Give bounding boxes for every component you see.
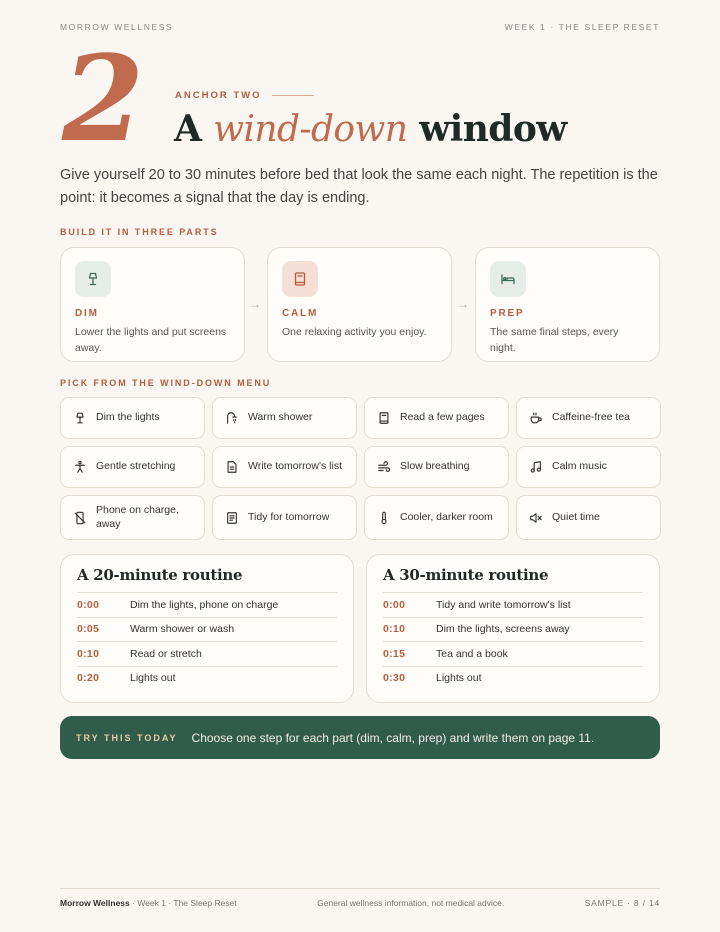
routine-row — [77, 641, 337, 666]
book-icon — [377, 411, 391, 425]
title-end: window — [407, 108, 567, 150]
routine-step: Read or stretch — [130, 647, 202, 660]
shower-icon — [225, 411, 239, 425]
part-card-dim — [60, 247, 245, 362]
menu-chip — [516, 397, 661, 439]
title-start: A — [174, 108, 214, 150]
routine-row — [383, 666, 643, 691]
routine-time: 0:15 — [383, 647, 406, 660]
footer-page-number: SAMPLE · 8 / 14 — [584, 898, 660, 908]
lamp-icon — [75, 261, 111, 297]
menu-chip — [212, 446, 357, 488]
page-footer — [60, 888, 660, 908]
footer-disclaimer: General wellness information, not medical advice. — [317, 898, 505, 908]
routine-step: Dim the lights, screens away — [436, 623, 570, 636]
try-this-today-banner — [60, 716, 660, 759]
routine-time: 0:05 — [77, 623, 100, 636]
bed-icon — [490, 261, 526, 297]
routine-title: A 30-minute routine — [383, 566, 549, 584]
parts-section-label: BUILD IT IN THREE PARTS — [60, 227, 219, 237]
menu-chip-label: Read a few pages — [400, 411, 485, 424]
routine-time: 0:20 — [77, 672, 100, 685]
mute-icon — [529, 511, 543, 525]
brand-label: MORROW WELLNESS — [60, 22, 174, 32]
routine-title: A 20-minute routine — [77, 566, 243, 584]
eyebrow-rule — [272, 95, 314, 96]
routine-row — [77, 592, 337, 617]
menu-chip — [516, 495, 661, 540]
part-card-prep — [475, 247, 660, 362]
routine-row — [383, 617, 643, 642]
routine-row — [77, 617, 337, 642]
wind-icon — [377, 460, 391, 474]
routine-step: Warm shower or wash — [130, 623, 235, 636]
menu-chip-label: Cooler, darker room — [400, 510, 493, 523]
routine-time: 0:00 — [77, 598, 100, 611]
menu-chip-label: Write tomorrow's list — [248, 460, 342, 473]
part-name: DIM — [75, 308, 99, 319]
menu-chip — [212, 495, 357, 540]
arrow-right-icon: → — [457, 297, 469, 311]
part-desc: The same final steps, every night. — [490, 326, 619, 354]
routine-step: Lights out — [130, 672, 176, 685]
tea-cup-icon — [529, 411, 543, 425]
menu-chip — [212, 397, 357, 439]
page-title — [174, 108, 567, 151]
menu-chip-label: Tidy for tomorrow — [248, 510, 330, 523]
parts-row — [60, 247, 660, 362]
routine-row — [383, 592, 643, 617]
music-note-icon — [529, 460, 543, 474]
menu-chip-label: Quiet time — [552, 510, 600, 523]
routine-time: 0:30 — [383, 672, 406, 685]
eyebrow — [175, 90, 314, 101]
routine-card-30 — [366, 554, 660, 703]
menu-chip-label: Gentle stretching — [96, 460, 176, 473]
footer-brand: Morrow Wellness — [60, 898, 130, 908]
menu-chip — [60, 397, 205, 439]
menu-chip — [516, 446, 661, 488]
routine-card-20 — [60, 554, 354, 703]
notepad-icon — [225, 511, 239, 525]
arrow-right-icon: → — [249, 297, 261, 311]
menu-chip-label: Caffeine-free tea — [552, 411, 631, 424]
routine-step: Lights out — [436, 672, 482, 685]
routine-time: 0:10 — [383, 623, 406, 636]
footer-brand-line — [60, 898, 237, 908]
running-header — [60, 22, 660, 32]
eyebrow-text: ANCHOR TWO — [175, 90, 262, 101]
week-label: WEEK 1 · THE SLEEP RESET — [504, 22, 660, 32]
lamp-icon — [73, 411, 87, 425]
try-label: TRY THIS TODAY — [76, 732, 178, 743]
anchor-number: 2 — [62, 29, 141, 168]
menu-chip — [364, 446, 509, 488]
menu-chip-label: Slow breathing — [400, 460, 470, 473]
menu-chip — [60, 446, 205, 488]
menu-chip-label: Calm music — [552, 460, 607, 473]
menu-chip — [60, 495, 205, 540]
phone-off-icon — [73, 511, 87, 525]
menu-chip-label: Phone on charge, away — [96, 504, 179, 530]
intro-paragraph: Give yourself 20 to 30 minutes before bed that look the same each night. The repetition is the point: it becomes a signal that the day is ending. — [60, 167, 658, 206]
menu-chip-label: Dim the lights — [96, 411, 160, 424]
routine-step: Tidy and write tomorrow's list — [436, 598, 571, 611]
menu-chip — [364, 397, 509, 439]
thermometer-icon — [377, 511, 391, 525]
part-desc: One relaxing activity you enjoy. — [282, 326, 427, 338]
routine-row — [77, 666, 337, 691]
routine-row — [383, 641, 643, 666]
part-desc: Lower the lights and put screens away. — [75, 326, 227, 354]
title-accent: wind-down — [213, 109, 408, 150]
routine-time: 0:00 — [383, 598, 406, 611]
part-card-calm — [267, 247, 452, 362]
routine-time: 0:10 — [77, 647, 100, 660]
part-name: PREP — [490, 308, 525, 319]
stretch-person-icon — [73, 460, 87, 474]
list-icon — [225, 460, 239, 474]
book-icon — [282, 261, 318, 297]
routine-step: Tea and a book — [436, 647, 508, 660]
menu-chip-label: Warm shower — [248, 411, 313, 424]
menu-section-label: PICK FROM THE WIND-DOWN MENU — [60, 378, 272, 388]
routine-step: Dim the lights, phone on charge — [130, 598, 279, 611]
part-name: CALM — [282, 308, 319, 319]
footer-week: · Week 1 · The Sleep Reset — [132, 898, 237, 908]
menu-chip — [364, 495, 509, 540]
try-text: Choose one step for each part (dim, calm, prep) and write them on page 11. — [191, 730, 595, 745]
